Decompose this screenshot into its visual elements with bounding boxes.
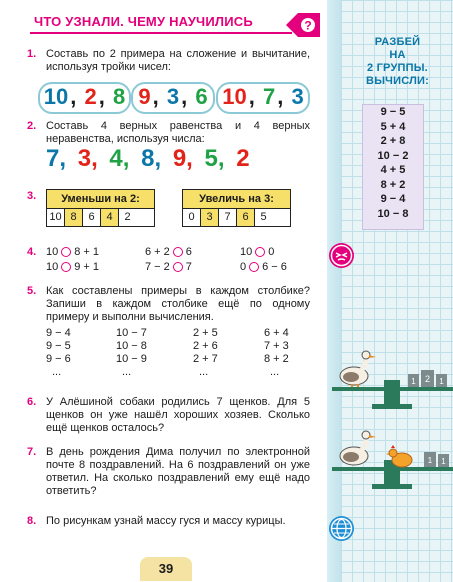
increase-by-3-box bbox=[182, 189, 291, 227]
number-triple-2: 9, 3, 6 bbox=[131, 82, 215, 114]
comparison-2b: 7 − 2 7 bbox=[145, 261, 192, 273]
svg-text:1: 1 bbox=[439, 377, 444, 386]
comparison-1b: 6 + 2 6 bbox=[145, 246, 192, 258]
page-spine bbox=[327, 0, 341, 582]
decrease-cell[interactable]: 10 bbox=[47, 209, 65, 226]
sidebar-expression: 10 − 2 bbox=[377, 149, 409, 162]
task-1-number: 1. bbox=[27, 48, 37, 60]
sidebar-expression-card bbox=[362, 104, 424, 230]
increase-cell[interactable]: 0 bbox=[183, 209, 201, 226]
task-3-number: 3. bbox=[27, 190, 37, 202]
triple-1-a: 10 bbox=[43, 84, 69, 109]
triple-1-b: 2 bbox=[84, 84, 97, 109]
comparison-1c: 10 0 bbox=[240, 246, 275, 258]
increase-cell[interactable]: 6 bbox=[237, 209, 255, 226]
compare-circle[interactable] bbox=[61, 262, 71, 272]
task-8-text: По рисункам узнай массу гуся и массу курицы. bbox=[46, 515, 286, 527]
task-1-text: Составь по 2 примера на сложение и вычитание, используя тройки чисел: bbox=[46, 48, 310, 73]
task-8-number: 8. bbox=[27, 515, 37, 527]
sidebar-expression: 2 + 8 bbox=[380, 135, 406, 147]
decrease-cell[interactable]: 4 bbox=[101, 209, 119, 226]
triple-3-b: 7 bbox=[262, 84, 276, 109]
increase-cell[interactable]: 7 bbox=[219, 209, 237, 226]
decrease-cell[interactable]: 6 bbox=[83, 209, 101, 226]
compare-circle[interactable] bbox=[173, 262, 183, 272]
number-set-item: 2 bbox=[236, 145, 250, 172]
goose-hen-scale-illustration bbox=[332, 430, 453, 490]
number-set-item: 5 bbox=[204, 145, 218, 172]
svg-text:2: 2 bbox=[424, 374, 431, 384]
increase-box-label: Увеличь на 3: bbox=[183, 190, 290, 209]
number-triple-3: 10, 7, 3 bbox=[216, 82, 310, 114]
column-1: 9 − 4 9 − 5 9 − 6 ... bbox=[46, 327, 71, 378]
triple-2-b: 3 bbox=[166, 84, 180, 109]
pink-face-icon[interactable] bbox=[329, 243, 354, 268]
sidebar-expression: 5 + 4 bbox=[380, 120, 406, 133]
comparison-2c: 0 6 − 6 bbox=[240, 261, 287, 273]
sidebar-expression: 9 − 4 bbox=[380, 193, 406, 205]
triple-3-c: 3 bbox=[291, 84, 304, 109]
number-triple-1: 10, 2, 8 bbox=[38, 82, 131, 114]
triple-2-c: 6 bbox=[195, 84, 208, 109]
globe-icon[interactable] bbox=[329, 516, 354, 541]
title-underline bbox=[30, 32, 292, 34]
triple-3-a: 10 bbox=[222, 84, 247, 109]
page-title: ЧТО УЗНАЛИ. ЧЕМУ НАУЧИЛИСЬ bbox=[34, 14, 253, 29]
triple-1-c: 8 bbox=[112, 84, 126, 109]
number-set-item: 4 bbox=[109, 145, 123, 172]
number-set-item: 9 bbox=[172, 145, 187, 172]
task-6-number: 6. bbox=[27, 396, 37, 408]
number-set-item: 7 bbox=[46, 145, 60, 172]
page-number: 39 bbox=[140, 557, 192, 581]
decrease-box-label: Уменьши на 2: bbox=[47, 190, 154, 209]
task-5-number: 5. bbox=[27, 285, 37, 297]
compare-circle[interactable] bbox=[255, 247, 265, 257]
number-set: 7, 3, 4, 8, 9, 5, 2 bbox=[46, 145, 250, 172]
task-2-number: 2. bbox=[27, 120, 37, 132]
comparison-2a: 10 9 + 1 bbox=[46, 261, 100, 273]
task-4-number: 4. bbox=[27, 246, 37, 258]
number-set-item: 8 bbox=[141, 145, 155, 172]
comparison-1a: 10 8 + 1 bbox=[46, 246, 100, 258]
question-tag-icon[interactable] bbox=[286, 12, 320, 38]
sidebar-expression: 8 + 2 bbox=[380, 178, 406, 191]
column-4: 6 + 4 7 + 3 8 + 2 ... bbox=[264, 327, 289, 378]
increase-cell[interactable]: 5 bbox=[260, 211, 267, 223]
svg-text:1: 1 bbox=[441, 457, 446, 466]
compare-circle[interactable] bbox=[249, 262, 259, 272]
sidebar-expression: 10 − 8 bbox=[377, 207, 409, 220]
triple-2-a: 9 bbox=[138, 84, 151, 109]
number-set-item: 3 bbox=[77, 145, 92, 172]
compare-circle[interactable] bbox=[61, 247, 71, 257]
compare-circle[interactable] bbox=[173, 247, 183, 257]
task-6-text: У Алёшиной собаки родились 7 щенков. Для 5 щенков он уже нашёл хороших хозяев. Сколько ещё щенков осталось? bbox=[46, 396, 310, 434]
sidebar-expression: 4 + 5 bbox=[380, 164, 406, 176]
task-5-text: Как составлены примеры в каждом столбике? Запиши в каждом столбике ещё по одному примеру и выполни вычисления. bbox=[46, 285, 310, 323]
goose-scale-illustration bbox=[332, 350, 453, 410]
column-3: 2 + 5 2 + 6 2 + 7 ... bbox=[193, 327, 218, 378]
decrease-cell[interactable]: 2 bbox=[124, 211, 131, 223]
svg-text:?: ? bbox=[304, 18, 312, 33]
increase-cell[interactable]: 3 bbox=[201, 209, 219, 226]
svg-text:1: 1 bbox=[427, 456, 433, 465]
svg-text:1: 1 bbox=[411, 377, 416, 386]
task-7-number: 7. bbox=[27, 446, 37, 458]
sidebar-title: РАЗБЕЙ НА 2 ГРУППЫ. ВЫЧИСЛИ: bbox=[366, 36, 429, 87]
column-2: 10 − 7 10 − 8 10 − 9 ... bbox=[116, 327, 147, 378]
decrease-cell[interactable]: 8 bbox=[65, 209, 83, 226]
decrease-by-2-box bbox=[46, 189, 155, 227]
sidebar-expression: 9 − 5 bbox=[380, 106, 406, 118]
task-2-text: Составь 4 верных равенства и 4 верных неравенства, используя числа: bbox=[46, 120, 310, 145]
task-7-text: В день рождения Дима получил по электронной почте 8 поздравлений. На 6 поздравлений он уже ответил. На сколько поздравлений ему ещё надо ответить? bbox=[46, 446, 310, 497]
